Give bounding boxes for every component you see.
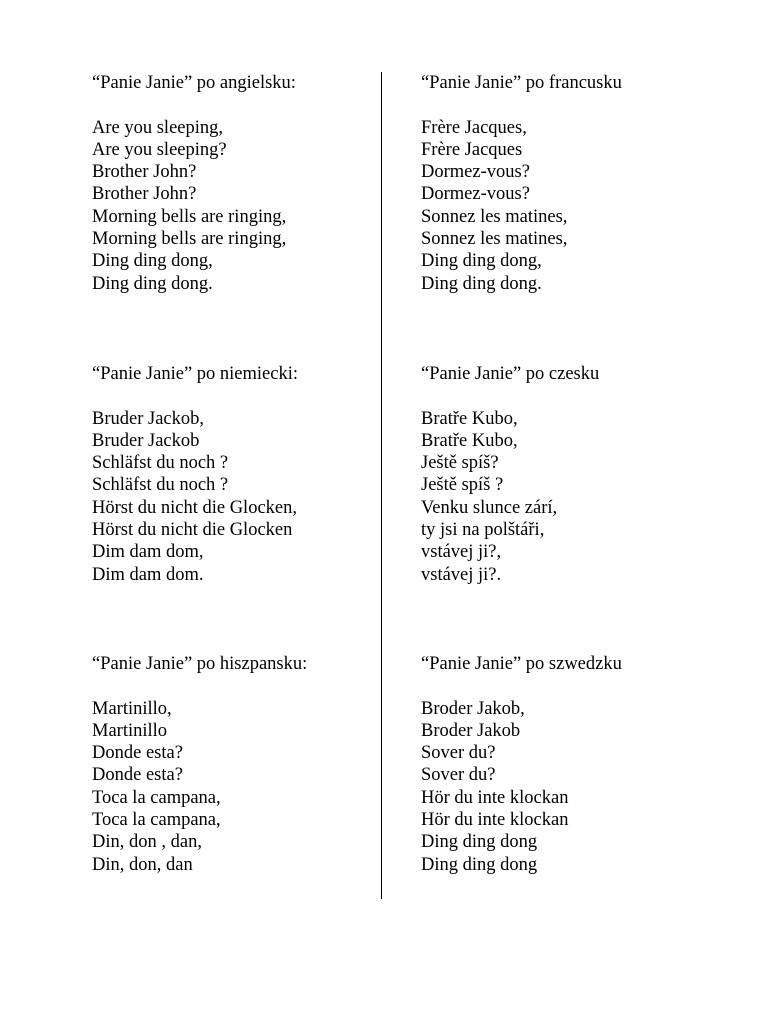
song-line: Schläfst du noch ? (92, 453, 229, 474)
song-line: Morning bells are ringing, (92, 229, 287, 250)
song-czech (421, 363, 599, 586)
song-line: Toca la campana, (92, 787, 221, 808)
song-line: Broder Jakob (421, 720, 521, 741)
song-line: Ding ding dong. (92, 273, 213, 294)
song-title: “Panie Janie” po hiszpansku: (92, 654, 308, 674)
song-line: Sonnez les matines, (421, 206, 568, 227)
song-line: Ještě spíš? (421, 453, 499, 474)
song-line: Frère Jacques, (421, 117, 527, 138)
song-line: Dormez-vous? (421, 184, 530, 205)
song-line: Dim dam dom, (92, 542, 204, 563)
song-english (92, 72, 296, 295)
song-line: Hör du inte klockan (421, 810, 569, 831)
song-line: Martinillo, (92, 698, 172, 719)
song-line: Bratře Kubo, (421, 408, 518, 429)
song-line: Schläfst du noch ? (92, 475, 229, 496)
song-line: Dormez-vous? (421, 162, 530, 183)
song-line: Ding ding dong (421, 832, 538, 853)
song-line: Hörst du nicht die Glocken, (92, 497, 297, 518)
song-line: ty jsi na polštáři, (421, 520, 545, 541)
song-line: Ještě spíš ? (421, 475, 504, 496)
song-line: Bratře Kubo, (421, 430, 518, 451)
song-french (421, 72, 622, 295)
song-line: vstávej ji?, (421, 542, 502, 563)
song-line: Bruder Jackob (92, 430, 200, 451)
song-title: “Panie Janie” po francusku (421, 73, 622, 93)
song-line: Ding ding dong, (92, 251, 213, 272)
song-title: “Panie Janie” po angielsku: (92, 73, 296, 93)
song-swedish (421, 653, 622, 876)
song-title: “Panie Janie” po szwedzku (421, 654, 622, 674)
song-title: “Panie Janie” po czesku (421, 364, 600, 384)
song-line: Hör du inte klockan (421, 787, 569, 808)
song-line: Ding ding dong, (421, 251, 542, 272)
song-line: Are you sleeping, (92, 117, 224, 138)
song-line: Venku slunce zárí, (421, 497, 558, 518)
song-line: Broder Jakob, (421, 698, 525, 719)
song-german (92, 363, 298, 586)
song-line: Are you sleeping? (92, 139, 227, 160)
song-line: Donde esta? (92, 765, 183, 786)
song-line: Frère Jacques (421, 139, 523, 160)
song-line: Hörst du nicht die Glocken (92, 520, 293, 541)
song-line: Dim dam dom. (92, 564, 204, 585)
song-line: Sover du? (421, 743, 496, 764)
song-line: Ding ding dong (421, 854, 538, 875)
song-line: vstávej ji?. (421, 564, 502, 585)
song-line: Martinillo (92, 720, 168, 741)
column-divider (381, 72, 382, 899)
song-line: Toca la campana, (92, 810, 221, 831)
song-line: Sonnez les matines, (421, 229, 568, 250)
song-line: Bruder Jackob, (92, 408, 204, 429)
song-line: Donde esta? (92, 743, 183, 764)
song-line: Morning bells are ringing, (92, 206, 287, 227)
song-line: Din, don , dan, (92, 832, 202, 853)
song-line: Brother John? (92, 184, 197, 205)
song-title: “Panie Janie” po niemiecki: (92, 364, 298, 384)
song-spanish (92, 653, 307, 876)
song-line: Brother John? (92, 162, 197, 183)
song-line: Din, don, dan (92, 854, 193, 875)
song-line: Ding ding dong. (421, 273, 542, 294)
song-line: Sover du? (421, 765, 496, 786)
